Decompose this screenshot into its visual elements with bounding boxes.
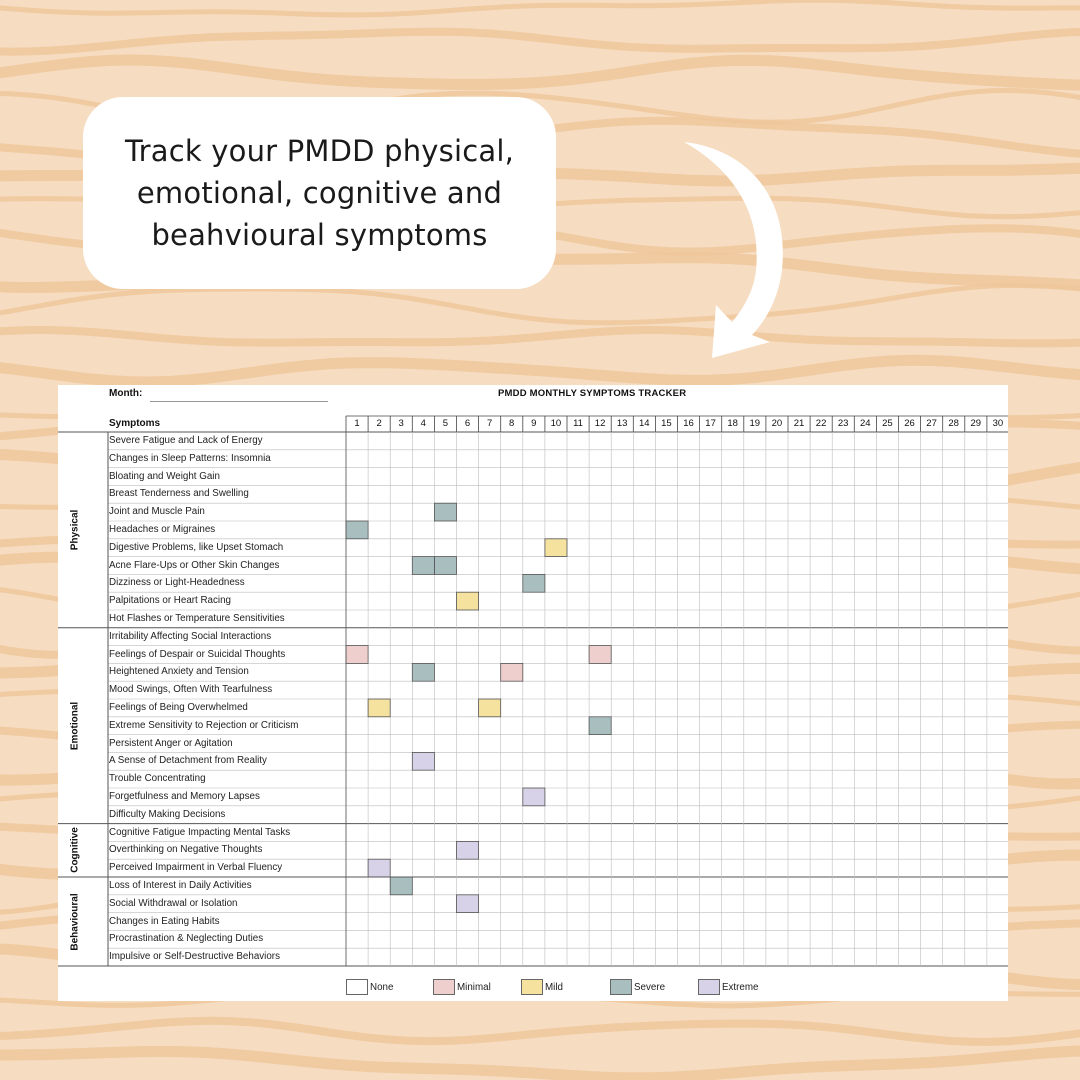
tracker-cell-minimal <box>501 663 523 681</box>
day-number: 13 <box>616 418 628 429</box>
symptom-label: Acne Flare-Ups or Other Skin Changes <box>109 559 280 571</box>
legend-item-minimal <box>433 979 491 995</box>
symptom-label: Loss of Interest in Daily Activities <box>109 880 252 891</box>
symptom-label: Heightened Anxiety and Tension <box>109 666 249 678</box>
day-number: 19 <box>749 418 761 429</box>
legend-label: None <box>370 981 394 993</box>
day-number: 25 <box>882 418 893 429</box>
day-number: 14 <box>639 418 650 429</box>
symptom-label: Changes in Sleep Patterns: Insomnia <box>109 452 271 464</box>
tracker-cell-severe <box>412 557 434 575</box>
day-number: 1 <box>354 418 360 429</box>
legend-label: Extreme <box>722 981 759 993</box>
tracker-cell-extreme <box>523 788 545 806</box>
tracker-cell-extreme <box>368 859 390 877</box>
curved-arrow-icon <box>670 130 800 360</box>
tracker-cell-severe <box>412 663 434 681</box>
symptom-label: Hot Flashes or Temperature Sensitivities <box>109 613 285 624</box>
symptom-label: Overthinking on Negative Thoughts <box>109 844 263 856</box>
tracker-cell-severe <box>523 574 545 592</box>
day-number: 8 <box>509 418 515 429</box>
tracker-cell-mild <box>457 592 479 610</box>
headline-bubble <box>83 97 556 289</box>
legend-swatch <box>698 979 720 995</box>
wood-grain-line <box>0 360 1080 382</box>
tracker-title: PMDD MONTHLY SYMPTOMS TRACKER <box>498 388 687 399</box>
legend-label: Severe <box>634 981 666 993</box>
legend-swatch <box>433 979 455 995</box>
legend-swatch <box>521 979 543 995</box>
legend-item-extreme <box>698 979 758 995</box>
symptom-label: Forgetfulness and Memory Lapses <box>109 791 260 802</box>
day-number: 10 <box>550 418 562 429</box>
symptom-label: Social Withdrawal or Isolation <box>109 897 238 909</box>
headline-text: Track your PMDD physical, emotional, cognitive and beahvioural symptoms <box>124 134 515 252</box>
tracker-cell-extreme <box>412 752 434 770</box>
day-number: 12 <box>594 418 606 429</box>
symptom-label: Digestive Problems, like Upset Stomach <box>109 541 284 553</box>
legend-item-severe <box>610 979 665 995</box>
day-number: 3 <box>398 418 404 429</box>
symptom-label: Extreme Sensitivity to Rejection or Criticism <box>109 719 299 731</box>
symptom-label: Headaches or Migraines <box>109 524 216 535</box>
day-number: 23 <box>837 418 849 429</box>
day-number: 2 <box>376 418 382 429</box>
tracker-cell-minimal <box>589 646 611 664</box>
symptom-label: Changes in Eating Habits <box>109 915 220 927</box>
legend-label: Minimal <box>457 981 491 993</box>
day-number: 9 <box>531 418 537 429</box>
symptoms-header: Symptoms <box>109 418 161 429</box>
day-number: 18 <box>727 418 738 429</box>
tracker-cell-severe <box>346 521 368 539</box>
day-number: 30 <box>992 418 1004 429</box>
day-number: 22 <box>815 418 827 429</box>
symptom-label: Cognitive Fatigue Impacting Mental Tasks <box>109 826 291 838</box>
wood-grain-line <box>0 32 1080 52</box>
symptom-label: Severe Fatigue and Lack of Energy <box>109 435 263 446</box>
tracker-cell-mild <box>479 699 501 717</box>
day-number: 27 <box>926 418 937 429</box>
symptom-label: Perceived Impairment in Verbal Fluency <box>109 862 283 874</box>
symptom-label: Dizziness or Light-Headedness <box>109 577 245 589</box>
category-label: Behavioural <box>69 892 81 951</box>
symptom-label: Palpitations or Heart Racing <box>109 595 231 607</box>
legend-label: Mild <box>545 981 563 993</box>
wood-grain-line <box>0 285 1080 322</box>
symptom-label: A Sense of Detachment from Reality <box>109 755 267 767</box>
symptom-label: Difficulty Making Decisions <box>109 808 226 820</box>
tracker-cell-severe <box>589 717 611 735</box>
symptom-label: Feelings of Despair or Suicidal Thoughts <box>109 648 286 660</box>
symptom-label: Bloating and Weight Gain <box>109 470 220 482</box>
wood-grain-line <box>0 0 1080 15</box>
category-label: Physical <box>69 509 81 551</box>
symptom-label: Persistent Anger or Agitation <box>109 737 233 749</box>
symptom-label: Impulsive or Self-Destructive Behaviors <box>109 951 280 963</box>
wood-grain-line <box>0 1021 1080 1042</box>
tracker-cell-minimal <box>346 646 368 664</box>
legend-item-mild <box>521 979 563 995</box>
symptoms-tracker-sheet <box>58 385 1008 1001</box>
day-number: 24 <box>860 418 871 429</box>
day-number: 11 <box>573 418 583 429</box>
day-number: 4 <box>420 418 426 429</box>
wood-grain-line <box>0 60 1080 85</box>
day-number: 26 <box>904 418 915 429</box>
tracker-cell-severe <box>434 503 456 521</box>
legend-swatch <box>346 979 368 995</box>
legend-swatch <box>610 979 632 995</box>
category-label: Emotional <box>69 701 81 750</box>
day-number: 7 <box>486 418 493 429</box>
symptom-label: Joint and Muscle Pain <box>109 506 205 518</box>
wood-grain-line <box>0 330 1080 343</box>
tracker-cell-mild <box>545 539 567 557</box>
symptom-label: Mood Swings, Often With Tearfulness <box>109 684 273 696</box>
day-number: 6 <box>464 418 471 429</box>
day-number: 20 <box>771 418 783 429</box>
symptom-label: Irritability Affecting Social Interactions <box>109 630 272 642</box>
symptom-label: Procrastination & Neglecting Duties <box>109 933 264 945</box>
day-number: 29 <box>970 418 982 429</box>
symptom-label: Breast Tenderness and Swelling <box>109 488 249 500</box>
month-label: Month: <box>109 388 143 399</box>
tracker-cell-severe <box>390 877 412 895</box>
category-label: Cognitive <box>69 827 81 874</box>
tracker-cell-extreme <box>457 895 479 913</box>
tracker-cell-extreme <box>457 841 479 859</box>
month-input-line[interactable] <box>150 401 328 402</box>
day-number: 21 <box>793 418 805 429</box>
tracker-cell-severe <box>434 557 456 575</box>
wood-grain-line <box>0 1051 1080 1078</box>
day-number: 16 <box>683 418 694 429</box>
symptom-label: Trouble Concentrating <box>109 773 206 785</box>
symptom-label: Feelings of Being Overwhelmed <box>109 702 248 713</box>
day-number: 15 <box>661 418 672 429</box>
day-number: 17 <box>705 418 716 429</box>
day-number: 5 <box>442 418 449 429</box>
tracker-cell-mild <box>368 699 390 717</box>
legend-item-none <box>346 979 393 995</box>
day-number: 28 <box>948 418 959 429</box>
